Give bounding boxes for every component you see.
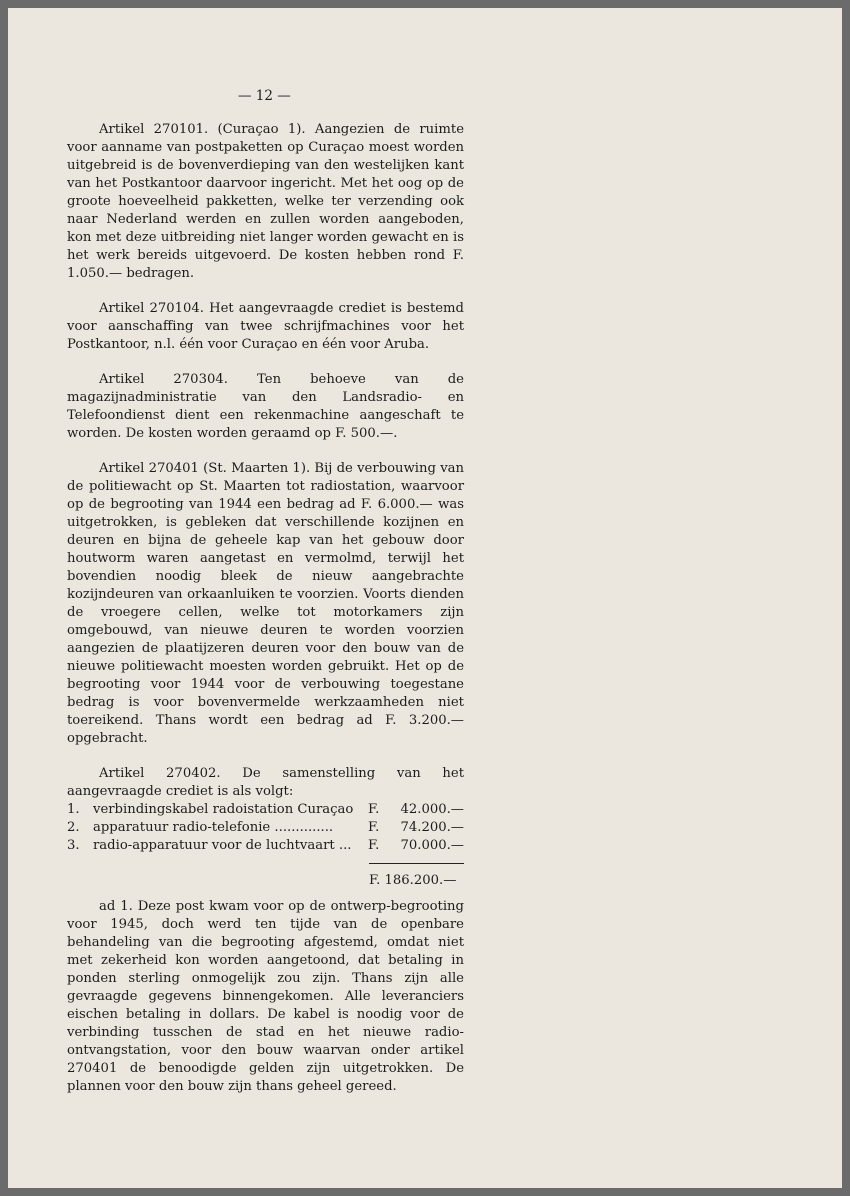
item-number: 3. — [67, 838, 80, 853]
item-currency: F. — [368, 802, 380, 817]
total-rule — [369, 863, 464, 864]
item-description: verbindingskabel radoistation Curaçao — [93, 802, 354, 817]
list-item — [67, 837, 464, 855]
item-currency: F. — [368, 820, 380, 835]
page-number: — 12 — — [238, 88, 291, 104]
item-amount: 70.000.— — [400, 838, 464, 853]
item-amount: 74.200.— — [400, 820, 464, 835]
paragraph-270402: Artikel 270402. De samenstelling van het aangevraagde crediet is als volgt: — [67, 766, 464, 799]
item-number: 2. — [67, 820, 80, 835]
item-description: radio-apparatuur voor de luchtvaart ... — [93, 838, 352, 853]
body-text — [67, 121, 464, 1096]
paragraph-270304: Artikel 270304. Ten behoeve van de magazijnadministratie van den Landsradio- en Telefoondienst dient een rekenmachine aangeschaft te worden. De kosten worden geraamd op F. 500.—. — [67, 372, 464, 441]
item-number: 1. — [67, 802, 80, 817]
total-amount: F. 186.200.— — [369, 873, 457, 888]
paragraph-ad-1: ad 1. Deze post kwam voor op de ontwerp-begrooting voor 1945, doch werd ten tijde van de openbare behandeling van die begrooting afgestemd, omdat niet met zekerheid kon worden aangetoond, dat betaling in ponden sterling onmogelijk zou zijn. Thans zijn alle gevraagde gegevens binnengekomen. Alle leveranciers eischen betaling in dollars. De kabel is noodig voor de verbinding tusschen de stad en het nieuwe radio-ontvangstation, voor den bouw waarvan onder artikel 270401 de benoodigde gelden zijn uitgetrokken. De plannen voor den bouw zijn thans geheel gereed. — [67, 899, 464, 1094]
paragraph-270101: Artikel 270101. (Curaçao 1). Aangezien de ruimte voor aanname van postpaketten op Curaçao moest worden uitgebreid is de bovenverdieping van den westelijken kant van het Postkantoor daarvoor ingericht. Met het oog op de groote hoeveelheid pakketten, welke ter verzending ook naar Nederland werden en zullen worden aangeboden, kon met deze uitbreiding niet langer worden gewacht en is het werk bereids uitgevoerd. De kosten hebben rond F. 1.050.— bedragen. — [67, 122, 464, 281]
list-item — [67, 819, 464, 837]
list-item — [67, 801, 464, 819]
item-amount: 42.000.— — [400, 802, 464, 817]
paragraph-270401: Artikel 270401 (St. Maarten 1). Bij de verbouwing van de politiewacht op St. Maarten tot radiostation, waarvoor op de begrooting van 1944 een bedrag ad F. 6.000.— was uitgetrokken, is gebleken dat verschillende kozijnen en deuren en bijna de geheele kap van het gebouw door houtworm waren aangetast en vermolmd, terwijl het bovendien noodig bleek de nieuw aangebrachte kozijndeuren van orkaanluiken te voorzien. Voorts dienden de vroegere cellen, welke tot motorkamers zijn omgebouwd, van nieuwe deuren te worden voorzien aangezien de plaatijzeren deuren voor den bouw van de nieuwe politiewacht moesten worden gebruikt. Het op de begrooting voor 1944 voor de verbouwing toegestane bedrag is voor bovenvermelde werkzaamheden niet toereikend. Thans wordt een bedrag ad F. 3.200.— opgebracht. — [67, 461, 464, 746]
item-currency: F. — [368, 838, 380, 853]
item-description: apparatuur radio-telefonie .............. — [93, 820, 334, 835]
paragraph-270104: Artikel 270104. Het aangevraagde crediet is bestemd voor aanschaffing van twee schrijfmachines voor het Postkantoor, n.l. één voor Curaçao en één voor Aruba. — [67, 301, 464, 352]
credit-list — [67, 801, 464, 855]
